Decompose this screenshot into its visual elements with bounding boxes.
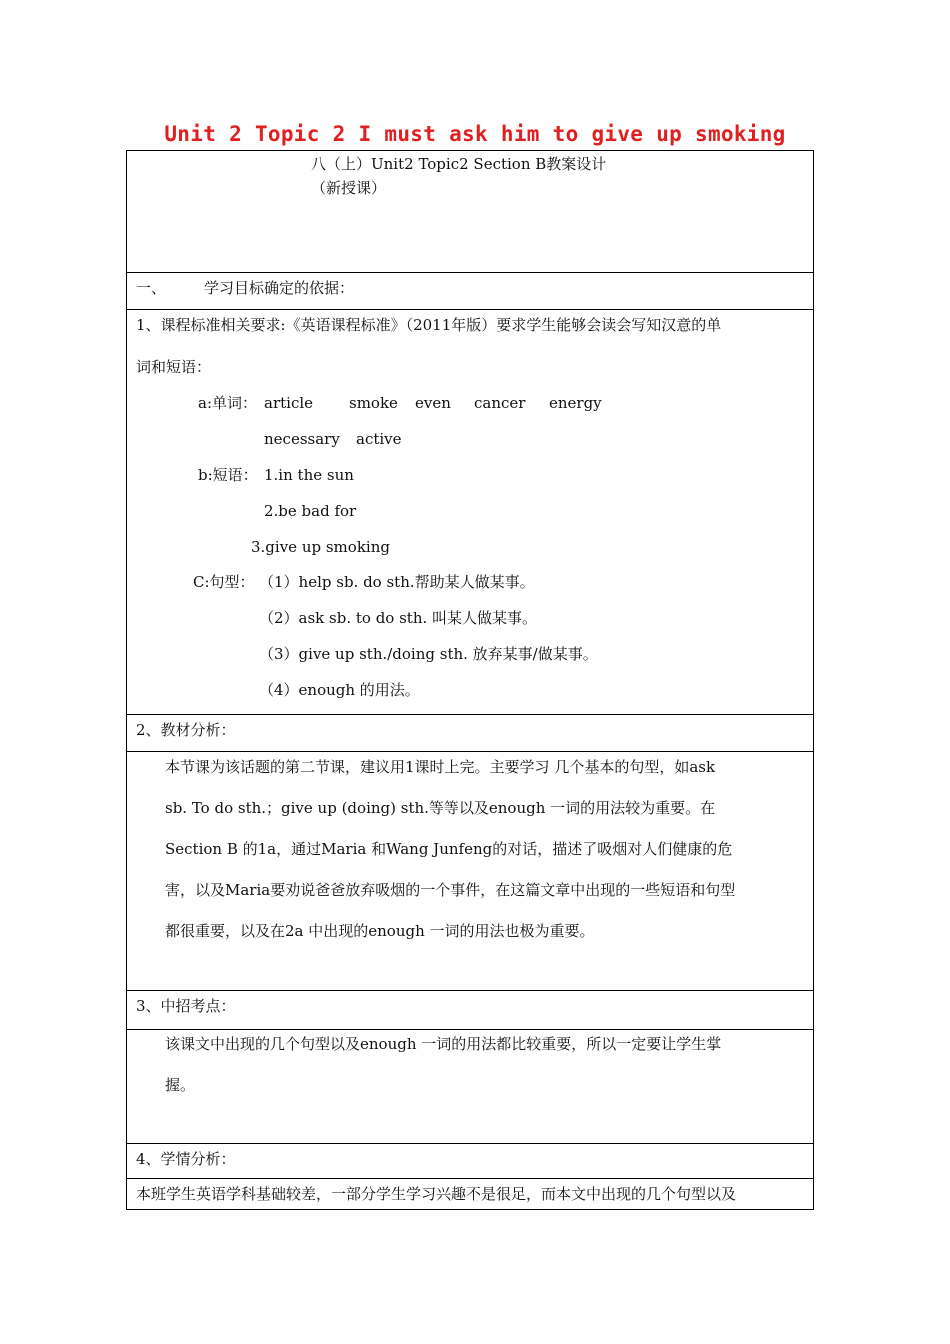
analysis-line: 害，以及Maria要劝说爸爸放弃吸烟的一个事件，在这篇文章中出现的一些短语和句型 [165,881,736,899]
curriculum-line-2: 词和短语： [136,358,212,376]
curriculum-cell [126,309,814,715]
curriculum-line-1: 1、课程标准相关要求:《英语课程标准》（2011年版）要求学生能够会读会写知汉意的单 [136,316,722,334]
word-item: necessary [264,430,340,448]
words-label: a:单词： [198,394,257,412]
document-title: Unit 2 Topic 2 I must ask him to give up smoking [164,122,786,146]
pattern-item: （1）help sb. do sth.帮助某人做某事。 [259,573,535,591]
analysis-line: Section B 的1a，通过Maria 和Wang Junfeng的对话，描述了吸烟对人们健康的危 [165,840,733,858]
section-3-body-cell [126,1029,814,1144]
analysis-line: 都很重要，以及在2a 中出现的enough 一词的用法也极为重要。 [165,922,595,940]
header-line-2: （新授课） [311,179,387,197]
section-4-body-cell [126,1178,814,1210]
section-4-heading-cell [126,1143,814,1179]
phrase-item: 1.in the sun [264,466,354,484]
section-2-heading: 2、教材分析： [136,721,236,739]
phrases-label: b:短语： [198,466,258,484]
pattern-item: （3）give up sth./doing sth. 放弃某事/做某事。 [259,645,598,663]
exam-point-line: 该课文中出现的几个句型以及enough 一词的用法都比较重要，所以一定要让学生掌 [165,1035,722,1053]
phrase-item: 3.give up smoking [251,538,390,556]
word-item: article [264,394,314,412]
word-item: even [415,394,451,412]
phrase-item: 2.be bad for [264,502,357,520]
section-3-heading-cell [126,990,814,1030]
section-1-number: 一、 [136,279,167,297]
word-item: cancer [474,394,526,412]
pattern-item: （4）enough 的用法。 [259,681,420,699]
section-2-heading-cell [126,714,814,752]
word-item: active [356,430,402,448]
section-1-heading: 学习目标确定的依据： [204,279,355,297]
word-item: smoke [349,394,398,412]
header-line-1: 八（上）Unit2 Topic2 Section B教案设计 [311,155,607,173]
patterns-label: C:句型： [193,573,255,591]
pattern-item: （2）ask sb. to do sth. 叫某人做某事。 [259,609,538,627]
analysis-line: 本节课为该话题的第二节课，建议用1课时上完。主要学习 几个基本的句型，如ask [165,758,716,776]
word-item: energy [549,394,602,412]
section-1-heading-cell [126,272,814,310]
student-analysis-line: 本班学生英语学科基础较差，一部分学生学习兴趣不是很足，而本文中出现的几个句型以及 [136,1185,737,1203]
section-2-body-cell [126,751,814,991]
section-4-heading: 4、学情分析： [136,1150,236,1168]
header-cell [126,150,814,273]
section-3-heading: 3、中招考点： [136,997,236,1015]
exam-point-line: 握。 [165,1076,196,1094]
analysis-line: sb. To do sth.；give up (doing) sth.等等以及enough 一词的用法较为重要。在 [165,799,716,817]
